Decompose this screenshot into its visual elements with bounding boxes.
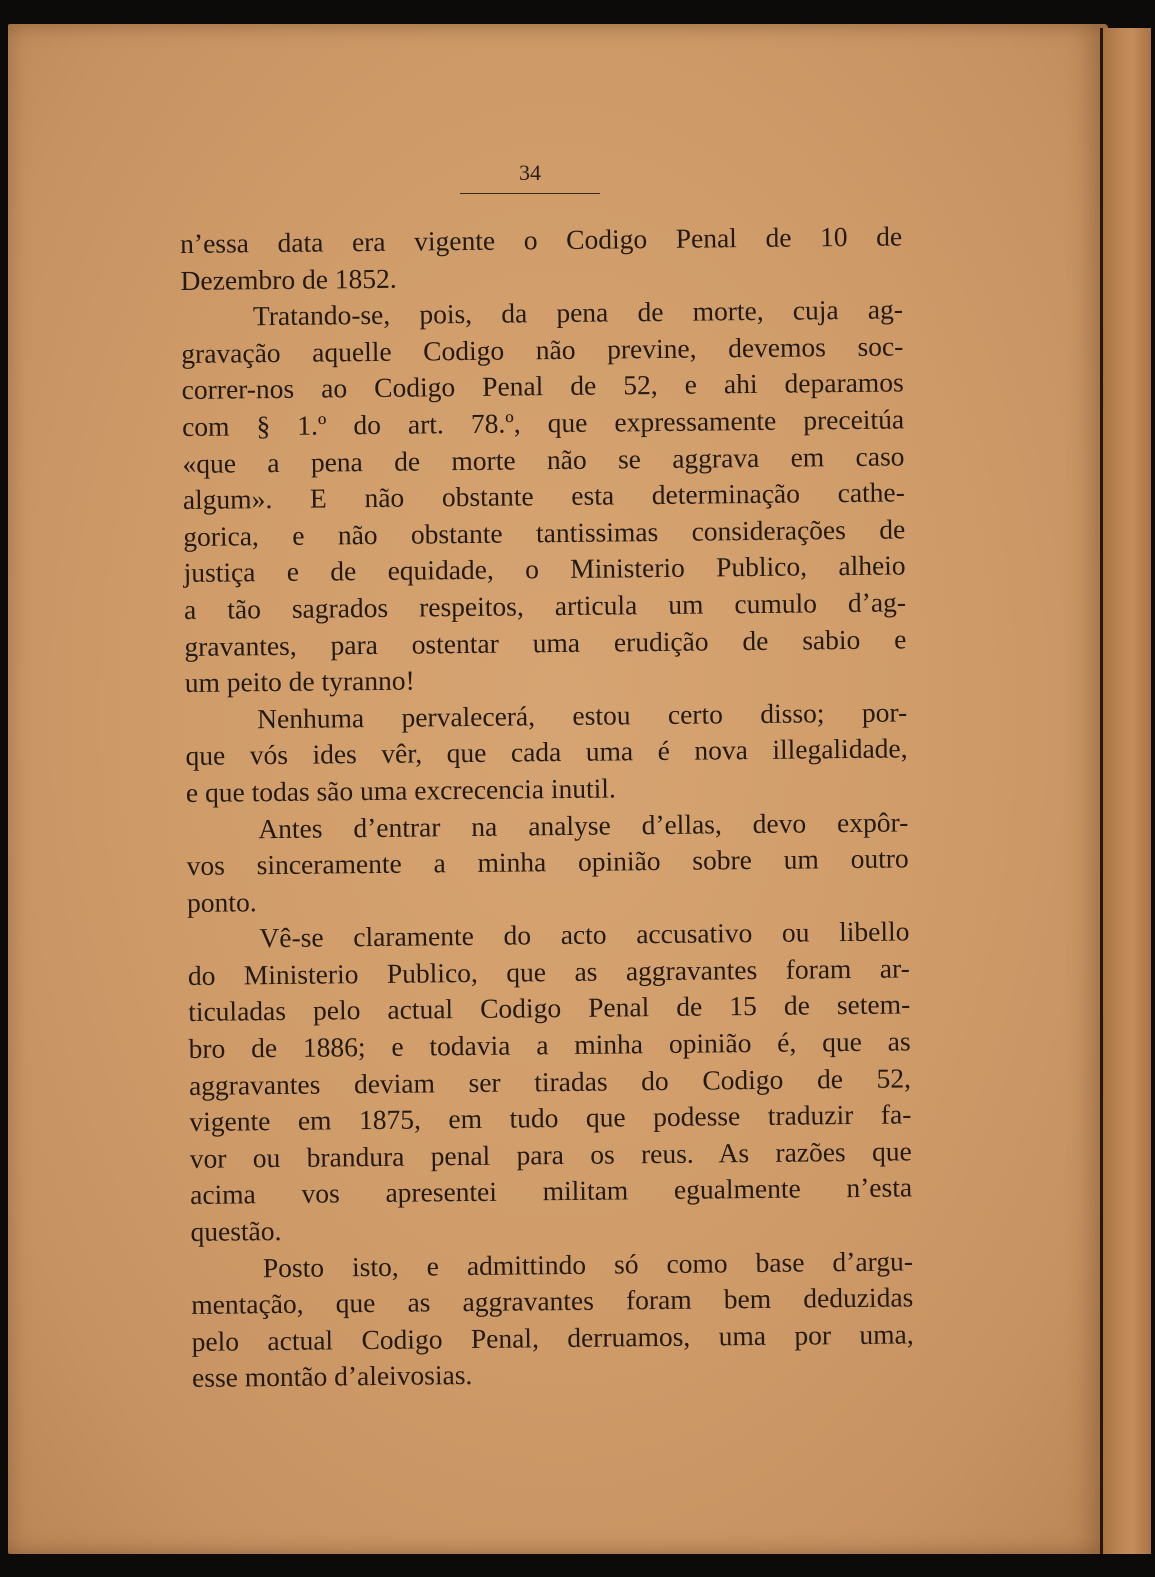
text-line: vos sinceramente a minha opinião sobre um outro <box>186 842 909 882</box>
text-line: um peito de tyranno! <box>184 664 415 699</box>
text-line: Tratando-se, pois, da pena de morte, cuja ag- <box>252 293 904 332</box>
text-line: do Ministerio Publico, que as aggravantes foram ar- <box>187 952 910 991</box>
text-line: a tão sagrados respeitos, articula um cumulo d’ag- <box>183 586 907 625</box>
text-line: ticuladas pelo actual Codigo Penal de 15 de setem- <box>188 988 911 1028</box>
text-line: bro de 1886; e todavia a minha opinião é, que as <box>188 1025 911 1065</box>
page-number-rule <box>460 193 600 194</box>
text-line: que vós ides vêr, que cada uma é nova illegalidade, <box>185 732 908 772</box>
text-line: vor ou brandura penal para os reus. As razões que <box>189 1135 912 1174</box>
page-edge <box>1100 28 1151 1554</box>
text-line: Posto isto, e admittindo só como base d’argu- <box>262 1245 914 1283</box>
text-line: gravantes, para ostentar uma erudição de sabio e <box>184 622 907 662</box>
text-line: com § 1.º do art. 78.º, que expressamente preceitúa <box>181 403 905 442</box>
text-line: Antes d’entrar na analyse d’ellas, devo expôr- <box>258 805 909 844</box>
text-line: Dezembro de 1852. <box>180 262 397 296</box>
text-line: Nenhuma pervalecerá, estou certo disso; por- <box>256 696 908 734</box>
text-line: algum». E não obstante esta determinação cathe- <box>182 476 905 516</box>
text-line: n’essa data era vigente o Codigo Penal de 10 de <box>180 220 903 259</box>
text-line: gravação aquelle Codigo não previne, devemos soc- <box>181 330 904 369</box>
text-line: acima vos apresentei militam egualmente n’esta <box>189 1171 913 1211</box>
page-number: 34 <box>519 160 541 185</box>
text-line: justiça e de equidade, o Ministerio Publico, alheio <box>183 549 906 589</box>
text-line: esse montão d’aleivosias. <box>191 1359 473 1394</box>
body-text <box>180 218 914 1396</box>
text-line: e que todas são uma excrecencia inutil. <box>185 772 616 808</box>
text-line: gorica, e não obstante tantissimas considerações de <box>183 513 906 552</box>
text-line: vigente em 1875, em tudo que podesse traduzir fa- <box>189 1098 912 1138</box>
text-line: questão. <box>190 1215 282 1247</box>
text-line: ponto. <box>186 885 257 918</box>
text-line: Vê-se claramente do acto accusativo ou libello <box>259 915 910 954</box>
text-line: aggravantes deviam ser tiradas do Codigo de 52, <box>188 1062 912 1101</box>
text-line: «que a pena de morte não se aggrava em caso <box>182 439 905 479</box>
text-line: mentação, que as aggravantes foram bem deduzidas <box>191 1281 914 1321</box>
text-line: correr-nos ao Codigo Penal de 52, e ahi deparamos <box>181 366 904 406</box>
text-line: pelo actual Codigo Penal, derruamos, uma por uma, <box>191 1318 914 1357</box>
